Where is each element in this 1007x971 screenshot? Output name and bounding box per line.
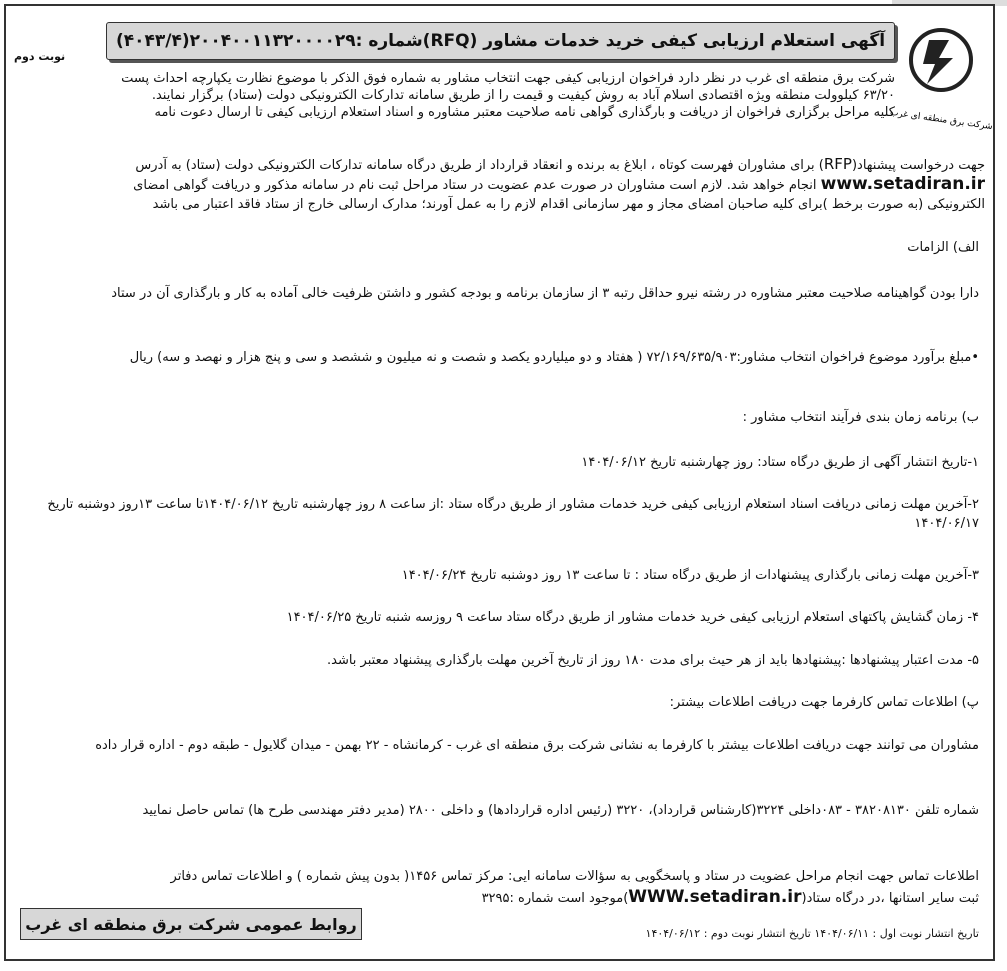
intro-line: شرکت برق منطقه ای غرب در نظر دارد فراخوان ارزیابی کیفی جهت انتخاب مشاور به شماره فوق الذکر با موضوع نظارت یکپارچه احداث پست (121, 71, 895, 86)
intro-line: جهت درخواست پیشنهاد(RFP) برای مشاوران فهرست کوتاه ، ابلاغ به برنده و انعقاد قرارداد از طریق درگاه سامانه تدارکات الکترونیکی دولت (ستاد) به آدرس (135, 155, 985, 173)
intro-text-continued (14, 155, 985, 214)
schedule-item: ۳-آخرین مهلت زمانی بارگذاری پیشنهادات از طریق درگاه ستاد : تا ساعت ۱۳ روز دوشنبه تاریخ ۱۴۰۴/۰۶/۲۴ (401, 568, 979, 583)
public-relations-signature: روابط عمومی شرکت برق منطقه ای غرب (20, 908, 362, 940)
estimate-amount: •مبلغ برآورد موضوع فراخوان انتخاب مشاور:۷۲/۱۶۹/۶۳۵/۹۰۳ ( هفتاد و دو میلیاردو یکصد و شصت و نه میلیون و ششصد و سی و پنج هزار و نهصد و سه) ریال (129, 350, 979, 365)
contact-address: مشاوران می توانند جهت دریافت اطلاعات بیشتر با کارفرما به نشانی شرکت برق منطقه ای غرب - کرمانشاه - ۲۲ بهمن - میدان گلایول - طبقه دوم - اداره قرار داده (95, 738, 979, 753)
setadiran-link-footer[interactable]: WWW.setadiran.ir (628, 887, 802, 907)
intro-line: www.setadiran.ir انجام خواهد شد. لازم است مشاوران در صورت عدم عضویت در ستاد مراحل ثبت نام در سامانه مذکور و دریافت گواهی امضای (133, 174, 985, 194)
schedule-heading: ب) برنامه زمان بندی فرآیند انتخاب مشاور : (742, 410, 979, 425)
schedule-item: ۲-آخرین مهلت زمانی دریافت اسناد استعلام ارزیابی کیفی خرید خدمات مشاور از طریق درگاه ستاد :از ساعت ۸ روز چهارشنبه تاریخ ۱۴۰۴/۰۶/۱۲تا ساعت ۱۳روز دوشنبه تاریخ ۱۴۰۴/۰۶/۱۷ (47, 497, 979, 531)
requirements-heading: الف) الزامات (907, 240, 979, 255)
intro-text (14, 70, 895, 121)
schedule-item: ۴- زمان گشایش پاکتهای استعلام ارزیابی کیفی خرید خدمات مشاور از طریق درگاه ستاد ساعت ۹ روزسه شنبه تاریخ ۱۴۰۴/۰۶/۲۵ (286, 610, 979, 625)
license-requirement: دارا بودن گواهینامه صلاحیت معتبر مشاوره در رشته نیرو حداقل رتبه ۳ از سازمان برنامه و بودجه کشور و داشتن ظرفیت خالی آماده به کار و بارگذاری آن در ستاد (111, 286, 979, 301)
logo-caption: شرکت برق منطقه ای غرب (889, 107, 994, 133)
schedule-item: ۱-تاریخ انتشار آگهی از طریق درگاه ستاد: روز چهارشنبه تاریخ ۱۴۰۴/۰۶/۱۲ (581, 455, 979, 470)
intro-line: الکترونیکی (به صورت برخط )برای کلیه صاحبان امضای مجاز و مهر سازمانی اقدام لازم را به عمل آورند؛ مدارک ارسالی خارج از ستاد فاقد اعتبار می باشد (152, 197, 985, 212)
tender-advertisement (4, 4, 995, 961)
publication-dates: تاریخ انتشار نوبت اول : ۱۴۰۴/۰۶/۱۱ تاریخ انتشار نوبت دوم : ۱۴۰۴/۰۶/۱۲ (645, 927, 979, 940)
contact-phones: شماره تلفن ۳۸۲۰۸۱۳۰ - ۰۸۳داخلی ۳۲۲۴(کارشناس قرارداد)، ۳۲۲۰ (رئیس اداره قراردادها) و داخلی ۲۸۰۰ (مدیر دفتر مهندسی طرح ها) تماس حاصل نمایید (142, 803, 979, 818)
seta-contact-line: ثبت سایر استانها ،در درگاه ستاد(WWW.setadiran.ir)موجود است شماره :۳۲۹۵ (481, 887, 979, 907)
seta-contact-line: اطلاعات تماس جهت انجام مراحل عضویت در ستاد و پاسخگویی به سؤالات سامانه ایی: مرکز تماس ۱۴۵۶( بدون پیش شماره ) و اطلاعات تماس دفاتر (170, 869, 979, 884)
rfp-abbr: RFP (823, 155, 852, 173)
round-label: نوبت دوم (14, 50, 66, 63)
setadiran-link[interactable]: www.setadiran.ir (820, 174, 985, 194)
contact-heading: پ) اطلاعات تماس کارفرما جهت دریافت اطلاعات بیشتر: (669, 695, 979, 710)
intro-line: کلیه مراحل برگزاری فراخوان از دریافت و بارگذاری گواهی نامه صلاحیت معتبر مشاوره و اسناد استعلام ارزیابی کیفی تا ارسال دعوت نامه (154, 105, 895, 120)
schedule-item: ۵- مدت اعتبار پیشنهادها :پیشنهادها باید از هر حیث برای مدت ۱۸۰ روز از تاریخ آخرین مهلت بارگذاری پیشنهاد معتبر باشد. (326, 653, 979, 668)
page-title: آگهی استعلام ارزیابی کیفی خرید خدمات مشاور (RFQ)شماره :۲۰۰۴۰۰۱۱۳۲۰۰۰۰۲۹(۴۰۴۳/۴) (106, 22, 895, 60)
logo-lightning-icon (923, 40, 953, 84)
company-logo (889, 22, 994, 140)
intro-line: ۶۳/۲۰ کیلوولت منطقه ویژه اقتصادی اسلام آباد به روش کیفیت و قیمت را از طریق سامانه تدارکات الکترونیکی دولت (ستاد) برگزار نمایند. (151, 88, 895, 103)
